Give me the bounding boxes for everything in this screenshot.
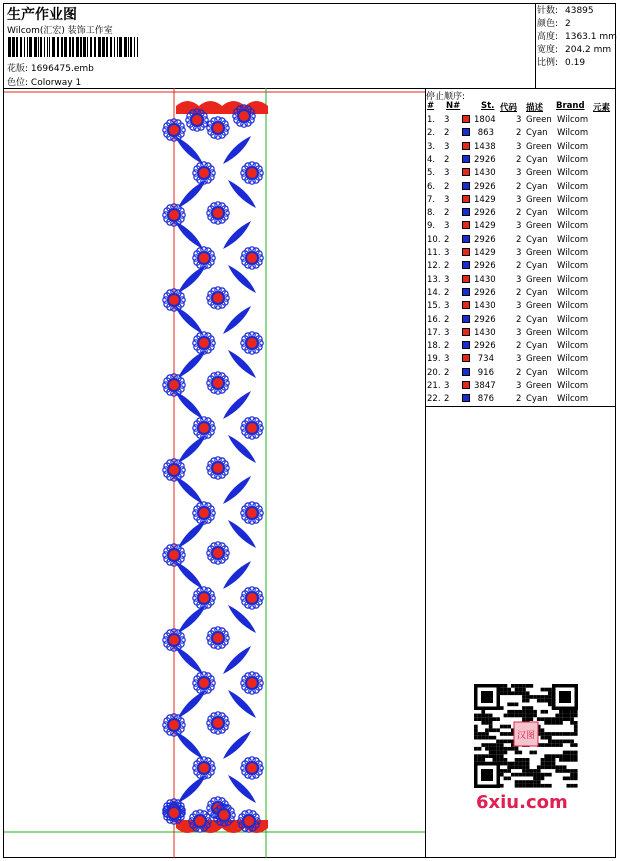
header-divider-v xyxy=(535,3,536,88)
flower-motif xyxy=(207,117,229,139)
table-row: 10. 2 2926 2 Cyan Wilcom xyxy=(427,234,589,245)
table-row: 7. 3 1429 3 Green Wilcom xyxy=(427,194,589,205)
table-row: 20. 2 916 2 Cyan Wilcom xyxy=(427,367,589,378)
table-row: 8. 2 2926 2 Cyan Wilcom xyxy=(427,208,589,219)
flower-motif xyxy=(241,672,263,694)
color-swatch xyxy=(462,168,470,176)
leaf-motif xyxy=(175,221,203,249)
leaf-motif xyxy=(223,391,251,419)
leaf-motif xyxy=(223,221,251,249)
design-file-line xyxy=(7,61,94,74)
flower-motif xyxy=(207,287,229,309)
flower-motif xyxy=(193,417,215,439)
barcode xyxy=(8,37,140,57)
color-swatch xyxy=(462,221,470,229)
table-row: 15. 3 1430 3 Green Wilcom xyxy=(427,301,589,312)
flower-motif xyxy=(207,202,229,224)
table-row: 1. 3 1804 3 Green Wilcom xyxy=(427,115,589,125)
table-row: 2. 2 863 2 Cyan Wilcom xyxy=(427,128,589,139)
leaf-motif xyxy=(178,265,206,293)
flower-motif xyxy=(193,672,215,694)
stop-sequence-label: 停止顺序: xyxy=(426,92,466,102)
leaf-motif xyxy=(223,476,251,504)
table-row: 12. 2 2926 2 Cyan Wilcom xyxy=(427,261,589,272)
leaf-motif xyxy=(178,180,206,208)
leaf-motif xyxy=(178,605,206,633)
color-swatch xyxy=(462,182,470,190)
flower-motif xyxy=(241,757,263,779)
flower-motif xyxy=(193,502,215,524)
colorway-line xyxy=(7,75,81,88)
table-row: 19. 3 734 3 Green Wilcom xyxy=(427,354,589,365)
table-row: 9. 3 1429 3 Green Wilcom xyxy=(427,221,589,232)
company-name: Wilcom(汇宏) 装饰工作室 xyxy=(7,26,113,36)
colorway-label: 色位: xyxy=(7,78,29,88)
table-row: 11. 3 1429 3 Green Wilcom xyxy=(427,248,589,258)
stat-scale: 比例: 0.19 xyxy=(537,58,586,68)
flower-motif xyxy=(241,332,263,354)
page-title: 生产作业图 xyxy=(7,7,77,23)
table-row: 22. 2 876 2 Cyan Wilcom xyxy=(427,394,589,405)
table-row: 13. 3 1430 3 Green Wilcom xyxy=(427,274,589,285)
color-swatch xyxy=(462,341,470,349)
color-swatch xyxy=(462,115,470,123)
table-header: # N# St. 代码 描述 Brand 元素 xyxy=(427,101,611,113)
flower-motif xyxy=(241,162,263,184)
table-row: 3. 3 1438 3 Green Wilcom xyxy=(427,141,589,152)
leaf-motif xyxy=(223,306,251,334)
leaf-motif xyxy=(223,646,251,674)
color-sequence-table xyxy=(426,101,617,405)
svg-text:汉图: 汉图 xyxy=(516,731,536,741)
color-swatch xyxy=(462,288,470,296)
leaf-motif xyxy=(175,391,203,419)
color-swatch xyxy=(462,128,470,136)
table-row: 18. 2 2926 2 Cyan Wilcom xyxy=(427,341,589,352)
color-swatch xyxy=(462,195,470,203)
color-swatch xyxy=(462,368,470,376)
table-row: 6. 2 2926 2 Cyan Wilcom xyxy=(427,181,589,192)
table-row: 14. 2 2926 2 Cyan Wilcom xyxy=(427,287,589,298)
color-swatch xyxy=(462,208,470,216)
flower-motif xyxy=(207,372,229,394)
leaf-motif xyxy=(178,690,206,718)
flower-motif xyxy=(207,542,229,564)
leaf-motif xyxy=(175,646,203,674)
flower-motif xyxy=(193,162,215,184)
watermark: 6xiu.com xyxy=(476,792,568,813)
leaf-motif xyxy=(175,561,203,589)
table-row: 17. 3 1430 3 Green Wilcom xyxy=(427,327,589,338)
leaf-motif xyxy=(175,476,203,504)
color-swatch xyxy=(462,235,470,243)
leaf-motif xyxy=(178,775,206,803)
table-row: 21. 3 3847 3 Green Wilcom xyxy=(427,381,589,391)
color-swatch xyxy=(462,301,470,309)
leaf-motif xyxy=(178,350,206,378)
stats-panel xyxy=(537,5,617,70)
flower-motif xyxy=(241,587,263,609)
flower-motif xyxy=(207,457,229,479)
flower-motif xyxy=(193,587,215,609)
flower-motif xyxy=(241,417,263,439)
color-swatch xyxy=(462,315,470,323)
table-row: 16. 2 2926 2 Cyan Wilcom xyxy=(427,314,589,325)
table-row: 5. 3 1430 3 Green Wilcom xyxy=(427,168,589,179)
color-swatch xyxy=(462,275,470,283)
leaf-motif xyxy=(178,520,206,548)
qr-code xyxy=(470,680,582,792)
color-swatch xyxy=(462,381,470,389)
flower-motif xyxy=(193,247,215,269)
flower-motif xyxy=(193,757,215,779)
leaf-motif xyxy=(223,136,251,164)
stat-width: 宽度: 204.2 mm xyxy=(537,45,612,55)
leaf-motif xyxy=(223,731,251,759)
design-file: 1696475.emb xyxy=(30,64,94,74)
flower-motif xyxy=(207,712,229,734)
leaf-motif xyxy=(175,731,203,759)
leaf-motif xyxy=(178,435,206,463)
stat-stitches: 针数: 43895 xyxy=(537,6,594,16)
color-swatch xyxy=(462,261,470,269)
leaf-motif xyxy=(175,136,203,164)
table-row: 4. 2 2926 2 Cyan Wilcom xyxy=(427,154,589,165)
design-label: 花版: xyxy=(7,64,29,74)
color-swatch xyxy=(462,328,470,336)
flower-motif xyxy=(207,627,229,649)
stat-height: 高度: 1363.1 mm xyxy=(537,32,617,42)
color-swatch xyxy=(462,142,470,150)
stat-colors: 颜色: 2 xyxy=(537,19,571,29)
colorway-value: Colorway 1 xyxy=(30,78,82,88)
leaf-motif xyxy=(223,561,251,589)
color-swatch xyxy=(462,155,470,163)
flower-motif xyxy=(241,247,263,269)
color-swatch xyxy=(462,248,470,256)
leaf-motif xyxy=(175,306,203,334)
flower-motif xyxy=(193,332,215,354)
flower-motif xyxy=(241,502,263,524)
color-swatch xyxy=(462,354,470,362)
embroidery-design-preview xyxy=(4,88,425,858)
color-swatch xyxy=(462,394,470,402)
